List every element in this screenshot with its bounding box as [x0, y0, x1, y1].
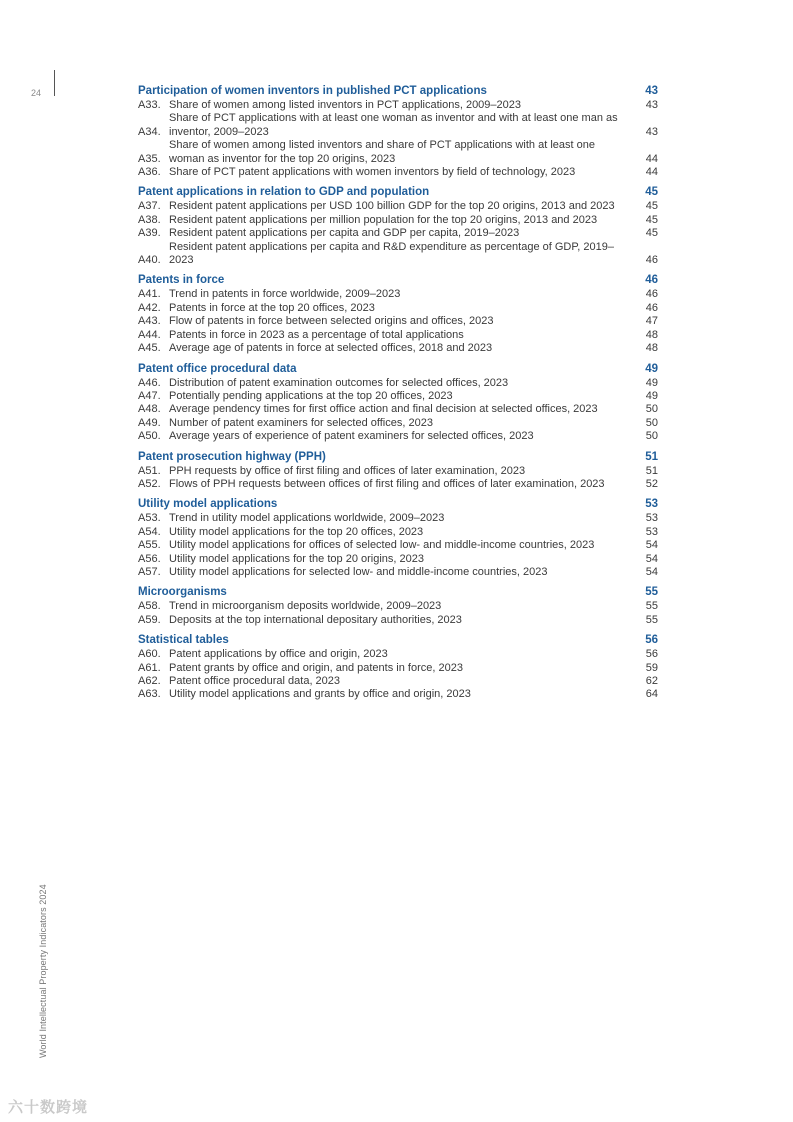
entry-code: A61.: [138, 661, 161, 674]
entry-title: Resident patent applications per million population for the top 20 origins, 2013 and 2023: [169, 213, 598, 226]
entry-title: Flows of PPH requests between offices of first filing and offices of later examination, 2023: [169, 477, 605, 490]
entry-code: A38.: [138, 213, 161, 226]
entry-code: A34.: [138, 125, 161, 138]
entry-page: 43: [645, 99, 658, 111]
section-heading-page: 56: [645, 634, 658, 647]
toc-entry[interactable]: [138, 539, 658, 552]
table-of-contents: [138, 84, 658, 708]
section-heading[interactable]: [138, 497, 658, 512]
page-number: 24: [31, 88, 42, 98]
entry-code: A56.: [138, 552, 161, 565]
entry-code: A40.: [138, 254, 161, 267]
entry-page: 43: [645, 125, 658, 138]
entry-title: Utility model applications for the top 20 offices, 2023: [169, 525, 424, 538]
entry-code: A42.: [138, 301, 161, 314]
entry-title: Share of women among listed inventors in PCT applications, 2009–2023: [169, 99, 522, 111]
toc-entry[interactable]: [138, 553, 658, 566]
toc-entry[interactable]: [138, 342, 658, 355]
entry-page: 53: [645, 525, 658, 538]
entry-page: 62: [645, 675, 658, 687]
section-heading-title: Utility model applications: [138, 498, 278, 511]
toc-entry[interactable]: [138, 377, 658, 390]
entry-title: Patent applications by office and origin, 2023: [169, 648, 388, 661]
entry-page: 54: [645, 565, 658, 578]
entry-code: A55.: [138, 539, 161, 552]
toc-entry[interactable]: [138, 600, 658, 613]
section-heading-page: 45: [645, 186, 658, 199]
entry-page: 53: [645, 512, 658, 525]
section-heading-title: Participation of women inventors in published PCT applications: [138, 85, 487, 97]
section-heading[interactable]: [138, 450, 658, 465]
section-heading-page: 51: [645, 450, 658, 463]
entry-code: A57.: [138, 565, 161, 578]
toc-entry[interactable]: [138, 512, 658, 525]
entry-title: Patent grants by office and origin, and patents in force, 2023: [169, 661, 463, 674]
entry-title: Average age of patents in force at selected offices, 2018 and 2023: [169, 342, 493, 355]
entry-page: 54: [645, 539, 658, 552]
section-heading[interactable]: [138, 585, 658, 600]
entry-page: 55: [645, 613, 658, 626]
entry-page: 44: [645, 152, 658, 165]
entry-code: A53.: [138, 512, 161, 525]
entry-title: Patents in force in 2023 as a percentage of total applications: [169, 328, 464, 341]
toc-entry[interactable]: [138, 214, 658, 227]
entry-code: A36.: [138, 166, 161, 179]
entry-title: Trend in microorganism deposits worldwide, 2009–2023: [169, 600, 442, 613]
toc-entry[interactable]: [138, 302, 658, 315]
toc-entry[interactable]: [138, 662, 658, 675]
entry-title: Deposits at the top international depositary authorities, 2023: [169, 613, 462, 626]
entry-page: 64: [645, 688, 658, 701]
entry-page: 46: [645, 301, 658, 314]
section-heading-title: Microorganisms: [138, 586, 227, 599]
entry-page: 48: [645, 342, 658, 355]
toc-section: [138, 84, 658, 179]
toc-section: [138, 633, 658, 702]
entry-title: Patent office procedural data, 2023: [169, 675, 341, 687]
entry-title: Potentially pending applications at the top 20 offices, 2023: [169, 389, 453, 402]
toc-entry[interactable]: [138, 675, 658, 688]
entry-code: A59.: [138, 613, 161, 626]
section-heading[interactable]: [138, 633, 658, 648]
section-heading-page: 43: [645, 85, 658, 97]
section-heading-title: Patent applications in relation to GDP and population: [138, 186, 430, 199]
section-heading[interactable]: [138, 185, 658, 200]
publication-title: World Intellectual Property Indicators 2024: [38, 884, 48, 1058]
toc-entry[interactable]: [138, 99, 658, 112]
entry-code: A39.: [138, 227, 161, 240]
entry-code: A62.: [138, 675, 161, 687]
toc-entry[interactable]: [138, 478, 658, 491]
toc-entry[interactable]: [138, 112, 658, 139]
entry-page: 50: [645, 430, 658, 443]
toc-section: [138, 497, 658, 579]
entry-page: 46: [645, 254, 658, 267]
entry-title: Patents in force at the top 20 offices, 2023: [169, 301, 375, 314]
entry-page: 45: [645, 213, 658, 226]
entry-page: 51: [645, 464, 658, 477]
entry-page: 59: [645, 661, 658, 674]
entry-page: 49: [645, 376, 658, 389]
section-heading[interactable]: [138, 273, 658, 288]
entry-code: A48.: [138, 403, 161, 416]
toc-entry[interactable]: [138, 200, 658, 213]
entry-code: A35.: [138, 152, 161, 165]
entry-title: Resident patent applications per capita and GDP per capita, 2019–2023: [169, 227, 520, 240]
entry-title: Flow of patents in force between selected origins and offices, 2023: [169, 315, 494, 328]
page-number-divider: [54, 70, 55, 96]
entry-page: 50: [645, 416, 658, 429]
entry-title: Utility model applications for selected low- and middle-income countries, 2023: [169, 565, 548, 578]
toc-entry[interactable]: [138, 430, 658, 443]
section-heading-title: Patents in force: [138, 274, 225, 287]
entry-code: A44.: [138, 328, 161, 341]
section-heading-title: Patent prosecution highway (PPH): [138, 450, 326, 463]
entry-title: Utility model applications for offices of selected low- and middle-income countries, 2023: [169, 539, 595, 552]
entry-title: Resident patent applications per capita and R&D expenditure as percentage of GDP, 2019–2023: [169, 240, 614, 267]
entry-title: Trend in patents in force worldwide, 2009–2023: [169, 288, 401, 301]
entry-page: 56: [645, 648, 658, 661]
watermark-logo: 六十数跨境: [8, 1099, 89, 1116]
section-heading[interactable]: [138, 362, 658, 377]
entry-code: A60.: [138, 648, 161, 661]
toc-entry[interactable]: [138, 315, 658, 328]
entry-page: 48: [645, 328, 658, 341]
entry-title: Share of women among listed inventors and share of PCT applications with at least one woman as inventor for the top 20 origins, 2023: [169, 139, 595, 165]
entry-page: 49: [645, 389, 658, 402]
toc-section: [138, 585, 658, 627]
entry-code: A46.: [138, 376, 161, 389]
toc-entry[interactable]: [138, 227, 658, 240]
section-heading-page: 55: [645, 586, 658, 599]
section-heading-page: 46: [645, 274, 658, 287]
toc-entry[interactable]: [138, 241, 658, 268]
toc-entry[interactable]: [138, 403, 658, 416]
section-heading-title: Statistical tables: [138, 634, 229, 647]
entry-title: Share of PCT applications with at least one woman as inventor and with at least one man as inventor, 2009–2023: [169, 112, 618, 138]
toc-entry[interactable]: [138, 526, 658, 539]
entry-page: 54: [645, 552, 658, 565]
section-heading-page: 53: [645, 498, 658, 511]
entry-page: 44: [645, 166, 658, 179]
entry-code: A41.: [138, 288, 161, 301]
entry-title: Average years of experience of patent examiners for selected offices, 2023: [169, 430, 534, 443]
entry-code: A50.: [138, 430, 161, 443]
entry-code: A49.: [138, 416, 161, 429]
entry-title: Average pendency times for first office action and final decision at selected offices, 2023: [169, 403, 598, 416]
entry-title: Trend in utility model applications worldwide, 2009–2023: [169, 512, 445, 525]
entry-title: Utility model applications and grants by office and origin, 2023: [169, 688, 471, 701]
toc-entry[interactable]: [138, 566, 658, 579]
toc-entry[interactable]: [138, 139, 658, 166]
entry-title: PPH requests by office of first filing and offices of later examination, 2023: [169, 464, 526, 477]
entry-code: A33.: [138, 99, 161, 111]
entry-title: Distribution of patent examination outcomes for selected offices, 2023: [169, 376, 509, 389]
section-heading-title: Patent office procedural data: [138, 362, 297, 375]
entry-page: 45: [645, 227, 658, 240]
toc-section: [138, 362, 658, 444]
entry-page: 52: [645, 477, 658, 490]
toc-section: [138, 185, 658, 267]
toc-entry[interactable]: [138, 417, 658, 430]
entry-code: A52.: [138, 477, 161, 490]
entry-code: A54.: [138, 525, 161, 538]
toc-entry[interactable]: [138, 166, 658, 179]
toc-entry[interactable]: [138, 288, 658, 301]
entry-title: Utility model applications for the top 20 origins, 2023: [169, 552, 424, 565]
entry-page: 46: [645, 288, 658, 301]
entry-code: A58.: [138, 600, 161, 613]
entry-page: 47: [645, 315, 658, 328]
toc-entry[interactable]: [138, 390, 658, 403]
entry-code: A43.: [138, 315, 161, 328]
toc-entry[interactable]: [138, 614, 658, 627]
entry-title: Share of PCT patent applications with women inventors by field of technology, 2023: [169, 166, 576, 179]
entry-page: 55: [645, 600, 658, 613]
toc-section: [138, 450, 658, 492]
entry-page: 45: [645, 200, 658, 213]
toc-entry[interactable]: [138, 648, 658, 661]
entry-code: A47.: [138, 389, 161, 402]
entry-title: Resident patent applications per USD 100 billion GDP for the top 20 origins, 2013 and 2023: [169, 200, 615, 213]
entry-code: A63.: [138, 688, 161, 701]
entry-code: A51.: [138, 464, 161, 477]
toc-entry[interactable]: [138, 688, 658, 701]
toc-section: [138, 273, 658, 355]
entry-code: A45.: [138, 342, 161, 355]
entry-page: 50: [645, 403, 658, 416]
toc-entry[interactable]: [138, 465, 658, 478]
section-heading[interactable]: [138, 84, 658, 99]
toc-entry[interactable]: [138, 329, 658, 342]
entry-code: A37.: [138, 200, 161, 213]
entry-title: Number of patent examiners for selected offices, 2023: [169, 416, 433, 429]
section-heading-page: 49: [645, 362, 658, 375]
